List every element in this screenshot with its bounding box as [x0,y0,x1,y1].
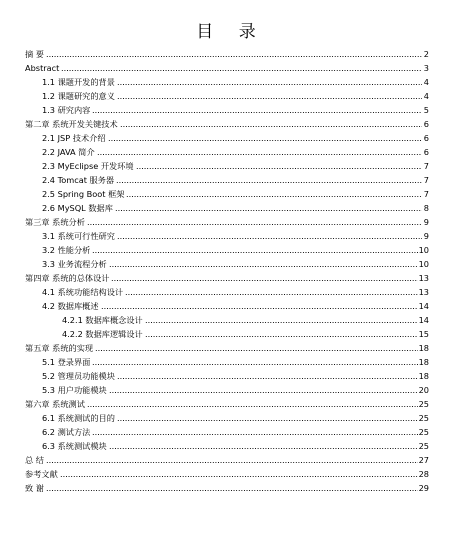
toc-entry-label: 第三章 系统分析 [25,217,85,227]
toc-entry-label: 2.2 JAVA 简介 [42,147,95,157]
toc-entry[interactable] [42,172,429,185]
toc-entry[interactable] [42,284,429,297]
toc-entry-page-number: 14 [418,301,429,311]
toc-entry[interactable] [25,214,429,227]
toc-entry-page-number: 7 [423,175,429,185]
toc-entry-page-number: 5 [423,105,429,115]
toc-entry-page-number: 27 [418,455,429,465]
toc-entry[interactable] [25,466,429,479]
toc-entry[interactable] [25,452,429,465]
toc-entry[interactable] [62,312,429,325]
toc-entry-label: 摘 要 [25,49,44,59]
toc-entry-label: 1.3 研究内容 [42,105,91,115]
dot-leader [117,78,422,86]
toc-entry-page-number: 6 [423,119,429,129]
toc-entry-page-number: 3 [423,63,429,73]
toc-entry-page-number: 6 [423,147,429,157]
toc-entry-label: 3.3 业务流程分析 [42,259,107,269]
dot-leader [92,246,417,254]
toc-entry[interactable] [42,242,429,255]
toc-entry[interactable] [42,438,429,451]
toc-entry-label: 4.1 系统功能结构设计 [42,287,124,297]
toc-entry-page-number: 28 [418,469,429,479]
toc-entry[interactable] [42,410,429,423]
toc-entry[interactable] [25,480,429,493]
toc-entry-label: 第五章 系统的实现 [25,343,94,353]
toc-entry-page-number: 14 [418,315,429,325]
toc-entry-page-number: 2 [423,49,429,59]
dot-leader [111,274,417,282]
toc-entry-label: 2.6 MySQL 数据库 [42,203,113,213]
toc-entry-page-number: 9 [423,217,429,227]
toc-entry-page-number: 25 [418,441,429,451]
toc-entry-page-number: 4 [423,77,429,87]
toc-entry-page-number: 10 [418,245,429,255]
toc-entry-page-number: 6 [423,133,429,143]
toc-entry[interactable] [42,158,429,171]
toc-entry-label: 4.2.1 数据库概念设计 [62,315,143,325]
toc-entry[interactable] [42,256,429,269]
toc-entry[interactable] [42,144,429,157]
toc-entry[interactable] [42,382,429,395]
toc-entry-page-number: 25 [418,413,429,423]
toc-entry[interactable] [25,396,429,409]
toc-entry-page-number: 4 [423,91,429,101]
dot-leader [145,316,418,324]
dot-leader [60,470,418,478]
toc-entry-label: 5.2 管理员功能模块 [42,371,115,381]
dot-leader [46,484,418,492]
toc-entry[interactable] [62,326,429,339]
toc-entry-label: 3.1 系统可行性研究 [42,231,115,241]
toc-entry[interactable] [42,130,429,143]
toc-entry[interactable] [42,298,429,311]
toc-entry[interactable] [42,186,429,199]
dot-leader [115,204,422,212]
toc-entry-page-number: 13 [418,287,429,297]
toc-entry[interactable] [25,270,429,283]
dot-leader [46,50,422,58]
toc-entry-page-number: 18 [418,357,429,367]
toc-entry-label: 第六章 系统测试 [25,399,85,409]
toc-entry-label: 2.5 Spring Boot 框架 [42,189,125,199]
toc-entry-label: 1.2 课题研究的意义 [42,91,115,101]
toc-entry-label: 6.3 系统测试模块 [42,441,107,451]
toc-entry-label: 5.1 登录界面 [42,357,91,367]
toc-entry-label: 3.2 性能分析 [42,245,91,255]
dot-leader [145,330,418,338]
dot-leader [117,372,418,380]
toc-entry[interactable] [42,228,429,241]
toc-entry-page-number: 13 [418,273,429,283]
page-title: 目 录 [196,22,266,42]
toc-entry-page-number: 15 [418,329,429,339]
toc-entry[interactable] [42,88,429,101]
toc-entry-label: 参考文献 [25,469,58,479]
dot-leader [120,120,422,128]
dot-leader [136,162,422,170]
dot-leader [92,358,417,366]
dot-leader [108,134,422,142]
toc-entry-label: 第二章 系统开发关键技术 [25,119,118,129]
dot-leader [117,92,422,100]
toc-entry-label: 4.2.2 数据库逻辑设计 [62,329,143,339]
toc-entry[interactable] [42,74,429,87]
dot-leader [97,148,422,156]
dot-leader [87,400,418,408]
toc-entry-page-number: 10 [418,259,429,269]
toc-entry-label: 1.1 课题开发的背景 [42,77,115,87]
toc-entry-page-number: 25 [418,427,429,437]
dot-leader [92,106,422,114]
toc-entry-label: 第四章 系统的总体设计 [25,273,110,283]
toc-entry-label: 2.1 JSP 技术介绍 [42,133,106,143]
toc-entry-label: 4.2 数据库概述 [42,301,99,311]
dot-leader [126,190,422,198]
toc-entry-page-number: 9 [423,231,429,241]
toc-entry[interactable] [42,102,429,115]
dot-leader [61,64,422,72]
toc-entry[interactable] [42,368,429,381]
toc-entry-label: Abstract [25,63,60,73]
dot-leader [117,232,422,240]
dot-leader [46,456,418,464]
toc-entry-label: 6.1 系统测试的目的 [42,413,115,423]
toc-entry[interactable] [42,424,429,437]
toc-entry-page-number: 18 [418,371,429,381]
toc-entry[interactable] [42,200,429,213]
dot-leader [109,260,418,268]
toc-entry-label: 5.3 用户功能模块 [42,385,107,395]
toc-entry-page-number: 29 [418,483,429,493]
toc-entry-label: 总 结 [25,455,44,465]
toc-entry-page-number: 25 [418,399,429,409]
toc-entry-page-number: 7 [423,189,429,199]
toc-entry[interactable] [25,116,429,129]
toc-entry-label: 2.3 MyEclipse 开发环境 [42,161,134,171]
toc-entry[interactable] [25,340,429,353]
toc-entry-page-number: 18 [418,343,429,353]
dot-leader [109,442,418,450]
toc-entry[interactable] [25,46,429,59]
dot-leader [87,218,422,226]
dot-leader [92,428,417,436]
dot-leader [125,288,417,296]
dot-leader [101,302,418,310]
dot-leader [109,386,418,394]
toc-entry-label: 6.2 测试方法 [42,427,91,437]
toc-entry-label: 2.4 Tomcat 服务器 [42,175,115,185]
toc-entry-page-number: 8 [423,203,429,213]
toc-entry[interactable] [25,60,429,73]
dot-leader [117,414,418,422]
toc-entry-page-number: 20 [418,385,429,395]
toc-entry[interactable] [42,354,429,367]
toc-entry-label: 致 谢 [25,483,44,493]
dot-leader [116,176,422,184]
dot-leader [95,344,417,352]
toc-entry-page-number: 7 [423,161,429,171]
